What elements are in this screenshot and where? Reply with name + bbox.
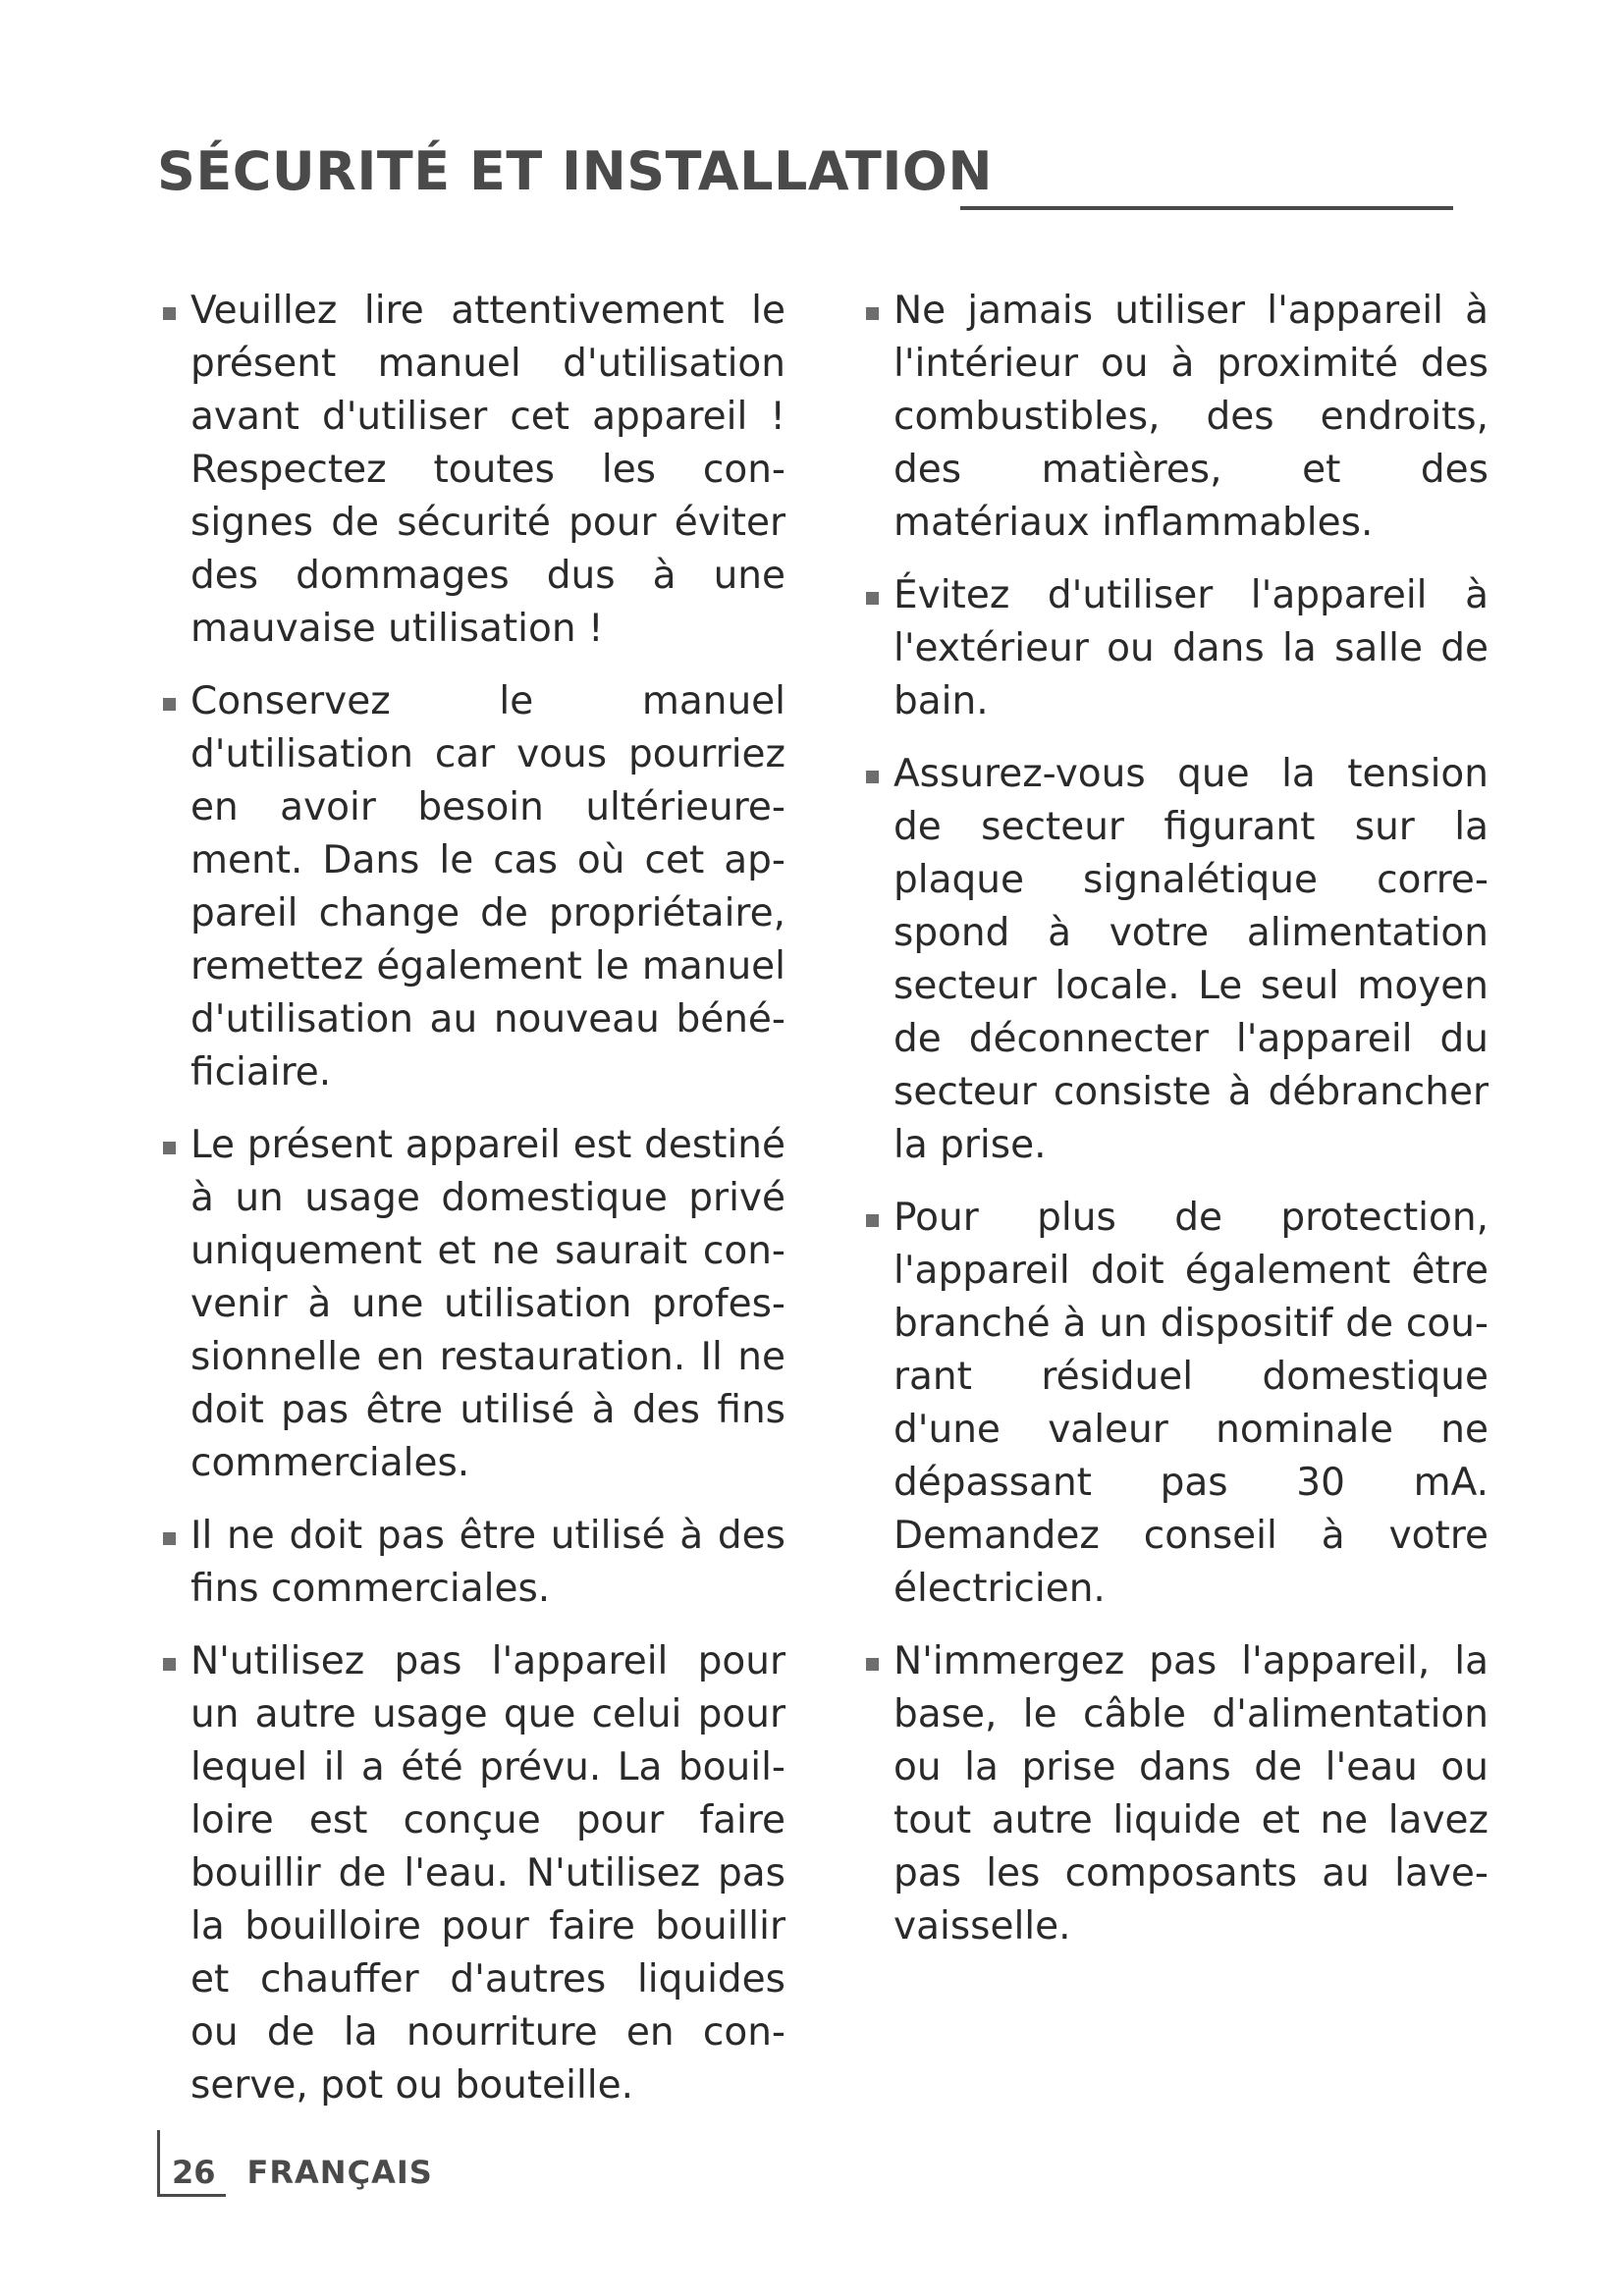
right-column (860, 285, 1489, 1973)
page-number: 26 (160, 2157, 226, 2197)
safety-item-text: Le présent appareil est destiné à un usage domestique privé uniquement et ne saurait convenir à une utilisation professionnelle en restauration. Il ne doit pas être utilisé à des fins commerciales. (190, 1123, 785, 1485)
safety-item (860, 285, 1489, 550)
safety-item (860, 1635, 1489, 1953)
bullet-icon (163, 1532, 176, 1545)
safety-item-text: N'immergez pas l'appareil, la base, le câble d'alimentation ou la prise dans de l'eau ou tout autre liquide et ne lavez pas les composants au lavevaisselle. (893, 1639, 1489, 1949)
bullet-icon (163, 1658, 176, 1671)
safety-item-text: Assurez-vous que la tension de secteur figurant sur la plaque signalétique correspond à votre alimentation secteur locale. Le seul moyen de déconnecter l'appareil du secteur consiste à débrancher la prise. (893, 752, 1489, 1167)
left-column (157, 285, 785, 2132)
safety-item-text: Pour plus de protection, l'appareil doit également être branché à un dispositif de courant résiduel domestique d'une valeur nominale ne dépassant pas 30 mA. Demandez conseil à votre électricien. (893, 1196, 1489, 1611)
bullet-icon (163, 698, 176, 711)
safety-item (157, 675, 785, 1099)
bullet-icon (163, 1142, 176, 1154)
safety-item (157, 1635, 785, 2112)
bullet-icon (866, 1214, 879, 1227)
bullet-icon (866, 307, 879, 320)
page-title: SÉCURITÉ ET INSTALLATION (157, 140, 994, 202)
bullet-icon (866, 1658, 879, 1671)
bullet-icon (163, 307, 176, 320)
safety-item (860, 748, 1489, 1172)
safety-item (157, 1119, 785, 1490)
language-label: FRANÇAIS (246, 2154, 433, 2191)
safety-item-text: Évitez d'utiliser l'appareil à l'extérieur ou dans la salle de bain. (893, 573, 1489, 723)
bullet-icon (866, 592, 879, 605)
title-rule (960, 206, 1453, 210)
safety-item (860, 569, 1489, 728)
safety-item-text: Veuillez lire attentivement le présent manuel d'utilisation avant d'utiliser cet appareil ! Respectez toutes les consignes de sécurité pour éviter des dommages dus à une mauvaise utilisation ! (190, 289, 785, 651)
safety-item (157, 1510, 785, 1616)
safety-item-text: Conservez le manuel d'utilisation car vous pourriez en avoir besoin ultérieurement. Dans le cas où cet appareil change de propriétaire, remettez également le manuel d'utilisation au nouveau bénéficiaire. (190, 679, 785, 1095)
safety-item-text: N'utilisez pas l'appareil pour un autre usage que celui pour lequel il a été prévu. La bouilloire est conçue pour faire bouillir de l'eau. N'utilisez pas la bouilloire pour faire bouillir et chauffer d'autres liquides ou de la nourriture en conserve, pot ou bouteille. (190, 1639, 785, 2108)
page-footer (157, 2130, 433, 2197)
safety-item (860, 1192, 1489, 1616)
bullet-icon (866, 771, 879, 783)
safety-item-text: Ne jamais utiliser l'appareil à l'intérieur ou à proximité des combustibles, des endroits, des matières, et des matériaux inflammables. (893, 289, 1489, 545)
safety-item-text: Il ne doit pas être utilisé à des fins commerciales. (190, 1514, 785, 1611)
safety-item (157, 285, 785, 656)
